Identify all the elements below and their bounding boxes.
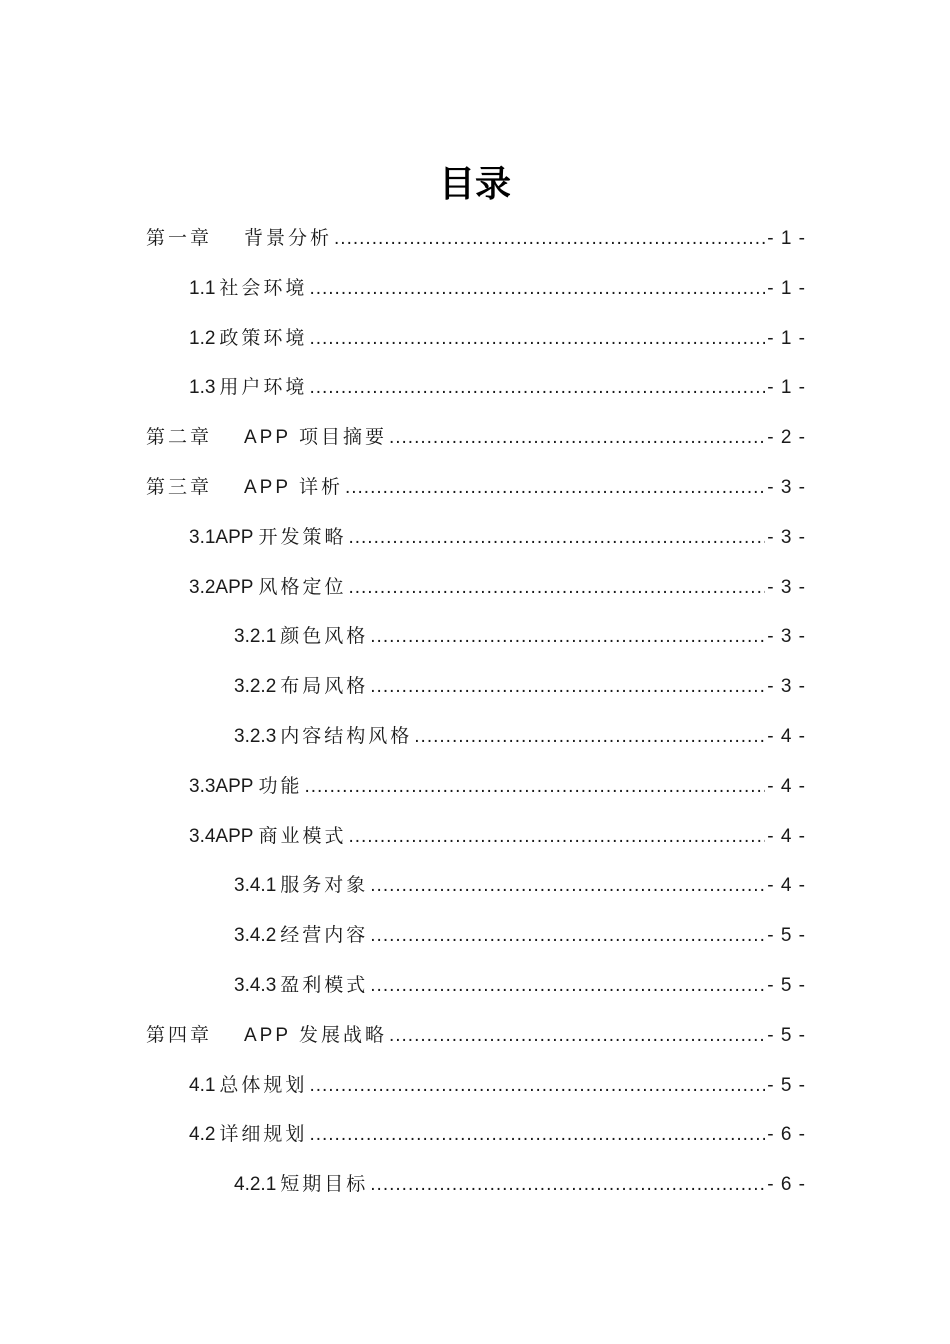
toc-entry-chapter: 第一章	[146, 228, 213, 249]
toc-entry-title: 总体规划	[219, 1074, 308, 1096]
toc-entry-title: 开发策略	[258, 526, 347, 548]
toc-entry-label	[234, 712, 412, 762]
toc-entry-label	[189, 563, 346, 613]
toc-entry-page: - 5 -	[767, 1024, 806, 1046]
toc-entry[interactable]	[146, 1011, 806, 1061]
toc-entry-title: 布局风格	[280, 676, 369, 698]
toc-leader-dots	[370, 861, 765, 911]
toc-entry-label	[189, 812, 346, 862]
toc-entry[interactable]	[146, 612, 806, 662]
toc-entry-title: 商业模式	[258, 825, 347, 847]
toc-entry-page: - 1 -	[767, 277, 806, 299]
toc-entry-page: - 4 -	[767, 875, 806, 897]
toc-leader-dots	[348, 812, 765, 862]
toc-entry[interactable]	[146, 861, 806, 911]
toc-entry[interactable]	[146, 1061, 806, 1111]
toc-leader-dots	[348, 563, 765, 613]
toc-leader-dots	[370, 1160, 765, 1210]
toc-leader-dots	[370, 662, 765, 712]
toc-entry-label	[234, 961, 368, 1011]
toc-entry-title: 用户环境	[219, 377, 308, 399]
toc-entry-label	[189, 1110, 307, 1160]
toc-entry-title: 服务对象	[280, 875, 369, 897]
toc-entry-page: - 4 -	[767, 825, 806, 847]
toc-entry-title: 功能	[258, 775, 303, 797]
toc-entry-page: - 3 -	[767, 676, 806, 698]
toc-entry-title: APP 详析	[244, 476, 343, 498]
toc-entry-number: 3.1APP	[189, 526, 254, 548]
toc-entry[interactable]	[146, 1110, 806, 1160]
toc-entry[interactable]	[146, 214, 806, 264]
toc-entry-label	[189, 363, 307, 413]
toc-entry-page: - 6 -	[767, 1174, 806, 1196]
toc-entry[interactable]	[146, 413, 806, 463]
toc-leader-dots	[345, 463, 765, 513]
toc-entry[interactable]	[146, 363, 806, 413]
toc-entry[interactable]	[146, 314, 806, 364]
toc-leader-dots	[370, 961, 765, 1011]
toc-entry[interactable]	[146, 463, 806, 513]
toc-entry-number: 3.4.3	[234, 974, 277, 996]
toc-entry[interactable]	[146, 1160, 806, 1210]
toc-entry-page: - 4 -	[767, 775, 806, 797]
table-of-contents	[146, 214, 806, 1210]
toc-entry-chapter: 第二章	[146, 427, 213, 449]
toc-leader-dots	[309, 1110, 765, 1160]
toc-entry[interactable]	[146, 911, 806, 961]
toc-leader-dots	[309, 314, 765, 364]
toc-leader-dots	[370, 911, 765, 961]
toc-entry-number: 3.4.1	[234, 875, 277, 897]
toc-entry-number: 3.2APP	[189, 576, 254, 598]
toc-entry[interactable]	[146, 513, 806, 563]
toc-entry-page: - 3 -	[767, 526, 806, 548]
toc-entry-label	[189, 513, 346, 563]
toc-entry-page: - 5 -	[767, 974, 806, 996]
toc-entry-label	[234, 1160, 368, 1210]
toc-entry-title: 背景分析	[244, 228, 333, 249]
toc-entry[interactable]	[146, 961, 806, 1011]
toc-entry-number: 3.4APP	[189, 825, 254, 847]
toc-leader-dots	[389, 413, 765, 463]
toc-entry-number: 3.2.3	[234, 725, 277, 747]
toc-entry-chapter: 第三章	[146, 476, 213, 498]
toc-entry-number: 1.1	[189, 277, 216, 299]
toc-entry-label	[234, 662, 368, 712]
toc-entry-title: 社会环境	[219, 277, 308, 299]
toc-leader-dots	[348, 513, 765, 563]
toc-entry-title: 盈利模式	[280, 974, 369, 996]
toc-entry-number: 1.3	[189, 377, 216, 399]
toc-entry-label	[189, 264, 307, 314]
toc-entry-title: 风格定位	[258, 576, 347, 598]
toc-entry-title: APP 项目摘要	[244, 427, 387, 449]
toc-entry-page: - 1 -	[767, 228, 806, 249]
toc-entry-chapter: 第四章	[146, 1024, 213, 1046]
toc-leader-dots	[370, 612, 765, 662]
toc-entry-title: 政策环境	[219, 327, 308, 349]
toc-entry-number: 1.2	[189, 327, 216, 349]
toc-entry-page: - 3 -	[767, 476, 806, 498]
toc-entry-page: - 1 -	[767, 327, 806, 349]
toc-entry-page: - 3 -	[767, 576, 806, 598]
toc-entry[interactable]	[146, 812, 806, 862]
toc-heading: 目录	[438, 164, 511, 205]
toc-leader-dots	[304, 762, 765, 812]
toc-entry-page: - 5 -	[767, 925, 806, 947]
toc-entry-title: APP 发展战略	[244, 1024, 387, 1046]
toc-entry-number: 4.2.1	[234, 1174, 277, 1196]
toc-entry-number: 3.2.1	[234, 626, 277, 648]
toc-entry-title: 经营内容	[280, 925, 369, 947]
toc-entry-number: 4.1	[189, 1074, 216, 1096]
toc-leader-dots	[309, 264, 765, 314]
toc-entry-number: 3.3APP	[189, 775, 254, 797]
toc-entry-number: 3.2.2	[234, 676, 277, 698]
toc-leader-dots	[334, 214, 765, 264]
toc-entry[interactable]	[146, 563, 806, 613]
toc-entry[interactable]	[146, 712, 806, 762]
toc-entry-title: 颜色风格	[280, 626, 369, 648]
toc-entry-number: 3.4.2	[234, 925, 277, 947]
toc-entry-page: - 5 -	[767, 1074, 806, 1096]
toc-leader-dots	[414, 712, 765, 762]
toc-entry-label	[234, 861, 368, 911]
toc-entry-label	[189, 1061, 307, 1111]
toc-entry-page: - 6 -	[767, 1124, 806, 1146]
toc-entry[interactable]	[146, 762, 806, 812]
toc-entry[interactable]	[146, 662, 806, 712]
toc-leader-dots	[309, 1061, 765, 1111]
toc-entry-label	[189, 762, 302, 812]
toc-leader-dots	[389, 1011, 765, 1061]
toc-entry-page: - 3 -	[767, 626, 806, 648]
toc-entry[interactable]	[146, 264, 806, 314]
toc-leader-dots	[309, 363, 765, 413]
toc-entry-title: 短期目标	[280, 1174, 369, 1196]
toc-entry-page: - 2 -	[767, 427, 806, 449]
toc-entry-label	[189, 314, 307, 364]
toc-entry-page: - 1 -	[767, 377, 806, 399]
toc-entry-page: - 4 -	[767, 725, 806, 747]
toc-entry-title: 详细规划	[219, 1124, 308, 1146]
toc-entry-number: 4.2	[189, 1124, 216, 1146]
toc-entry-title: 内容结构风格	[280, 725, 413, 747]
toc-entry-label	[234, 911, 368, 961]
toc-entry-label	[234, 612, 368, 662]
